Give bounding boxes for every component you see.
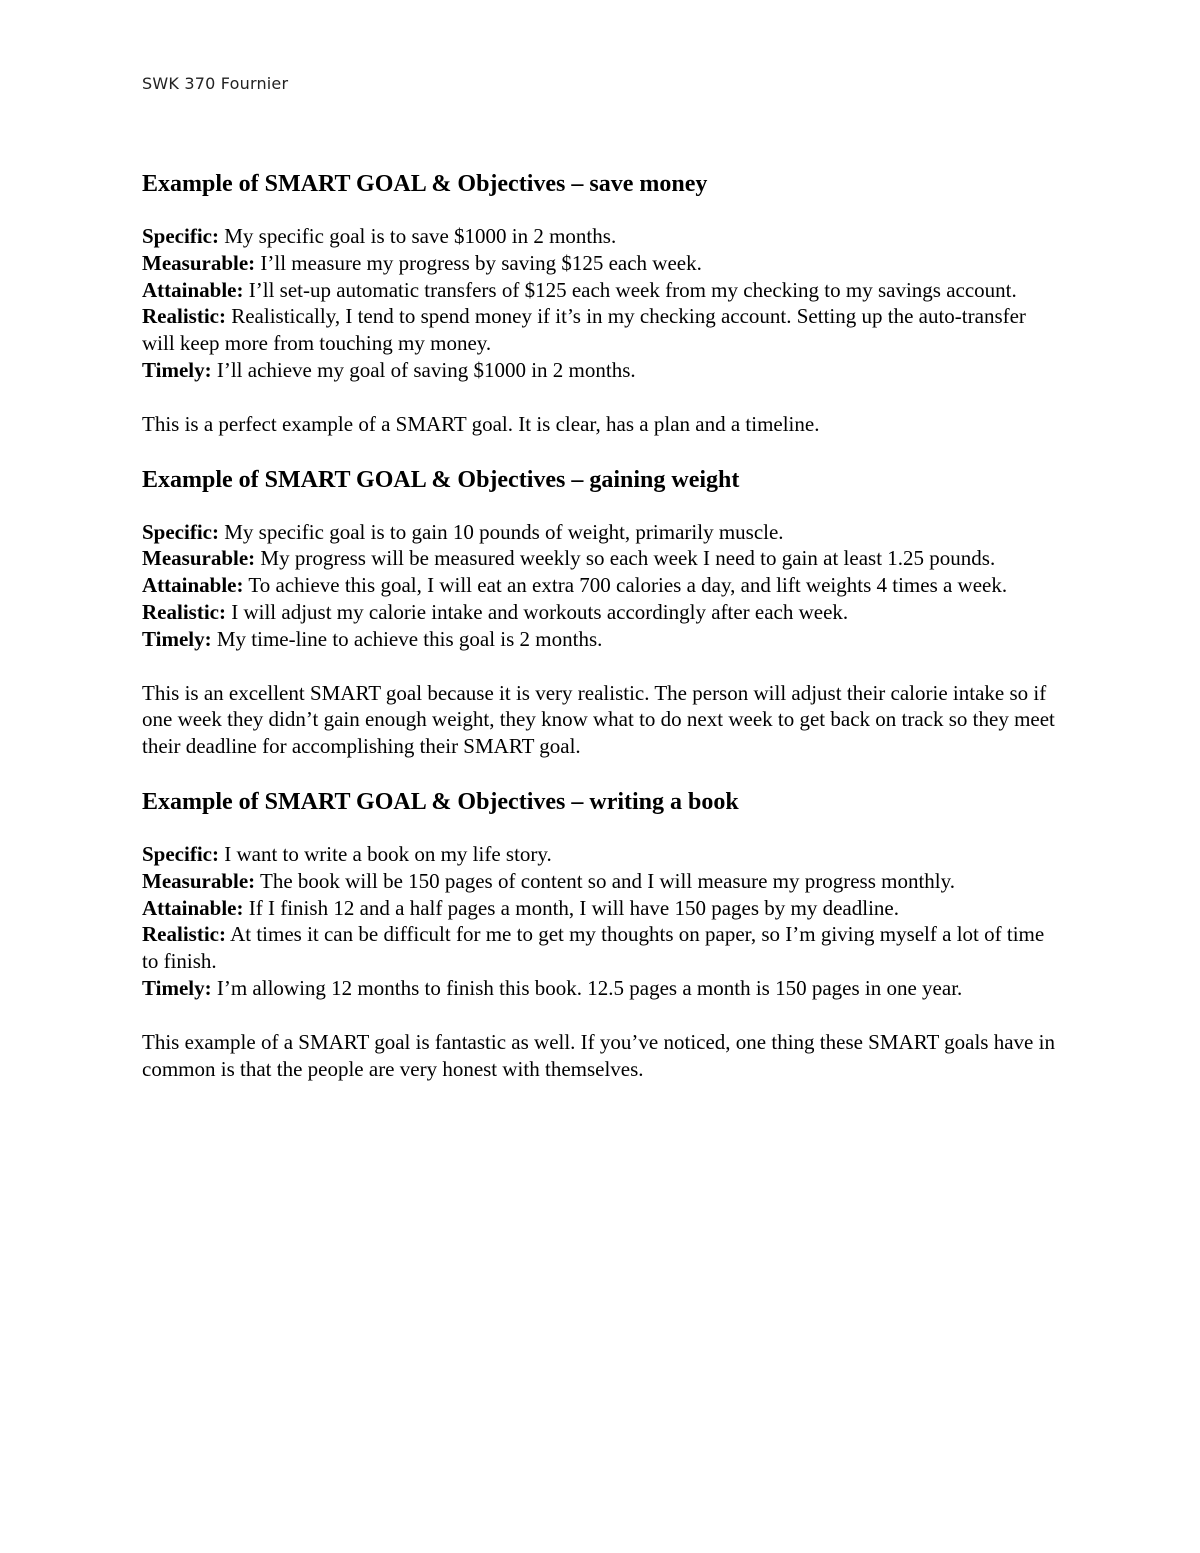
criterion-specific <box>142 223 1057 250</box>
criterion-text: I’ll achieve my goal of saving $1000 in 2 months. <box>211 357 636 382</box>
criterion-label: Specific: <box>142 519 219 544</box>
criterion-text: I’ll measure my progress by saving $125 each week. <box>255 250 702 275</box>
criterion-measurable <box>142 868 1057 895</box>
criterion-text: The book will be 150 pages of content so and I will measure my progress monthly. <box>255 868 956 893</box>
criterion-measurable <box>142 545 1057 572</box>
criterion-label: Specific: <box>142 224 219 248</box>
criterion-text: I’m allowing 12 months to finish this book. 12.5 pages a month is 150 pages in one year. <box>211 975 963 1000</box>
criterion-specific <box>142 519 1057 546</box>
criterion-text: To achieve this goal, I will eat an extra 700 calories a day, and lift weights 4 times a week. <box>243 573 1008 598</box>
section-summary: This example of a SMART goal is fantastic as well. If you’ve noticed, one thing these SMART goals have in common is that the people are very honest with themselves. <box>142 1029 1055 1081</box>
section-gaining-weight <box>142 464 1057 760</box>
criterion-attainable <box>142 572 1057 599</box>
section-summary: This is a perfect example of a SMART goal. It is clear, has a plan and a timeline. <box>142 411 820 436</box>
section-title: Example of SMART GOAL & Objectives – writing a book <box>142 788 739 815</box>
criterion-text: At times it can be difficult for me to get my thoughts on paper, so I’m giving myself a lot of time to finish. <box>142 922 1045 974</box>
criterion-realistic <box>142 921 1057 975</box>
criterion-text: My specific goal is to save $1000 in 2 months. <box>218 224 617 248</box>
page-header: SWK 370 Fournier <box>142 74 289 93</box>
criterion-text: Realistically, I tend to spend money if it’s in my checking account. Setting up the auto-transfer will keep more from touching my money. <box>142 304 1026 356</box>
criterion-realistic <box>142 599 1057 626</box>
criterion-label: Timely: <box>142 626 212 651</box>
criterion-attainable <box>142 895 1057 922</box>
criterion-text: My time-line to achieve this goal is 2 months. <box>211 626 603 651</box>
criterion-label: Specific: <box>142 841 219 866</box>
criterion-timely <box>142 975 1057 1002</box>
criterion-specific <box>142 841 1057 868</box>
criterion-text: My progress will be measured weekly so each week I need to gain at least 1.25 pounds. <box>255 546 996 571</box>
criterion-text: I’ll set-up automatic transfers of $125 each week from my checking to my savings account. <box>243 277 1017 302</box>
criterion-timely <box>142 626 1057 653</box>
criterion-label: Realistic: <box>142 304 226 329</box>
criterion-text: I will adjust my calorie intake and workouts accordingly after each week. <box>225 599 849 624</box>
section-title: Example of SMART GOAL & Objectives – save money <box>142 171 708 197</box>
criterion-label: Measurable: <box>142 250 256 275</box>
criterion-realistic <box>142 303 1057 357</box>
criterion-label: Attainable: <box>142 895 244 920</box>
section-title: Example of SMART GOAL & Objectives – gaining weight <box>142 466 740 493</box>
criterion-timely <box>142 357 1057 384</box>
criterion-text: If I finish 12 and a half pages a month, I will have 150 pages by my deadline. <box>243 895 899 920</box>
criterion-attainable <box>142 277 1057 304</box>
criterion-text: My specific goal is to gain 10 pounds of weight, primarily muscle. <box>218 519 784 544</box>
criterion-measurable <box>142 250 1057 277</box>
criterion-label: Timely: <box>142 975 212 1000</box>
criterion-label: Realistic: <box>142 922 226 947</box>
section-summary: This is an excellent SMART goal because it is very realistic. The person will adjust their calorie intake so if one week they didn’t gain enough weight, they know what to do next week to get back on track so they meet their deadline for accomplishing their SMART goal. <box>142 680 1055 759</box>
criterion-text: I want to write a book on my life story. <box>218 841 552 866</box>
criterion-label: Measurable: <box>142 868 256 893</box>
section-writing-a-book <box>142 786 1057 1082</box>
criterion-label: Measurable: <box>142 546 256 571</box>
criterion-label: Attainable: <box>142 573 244 598</box>
section-save-money <box>142 168 1057 438</box>
criterion-label: Timely: <box>142 357 212 382</box>
criterion-label: Attainable: <box>142 277 244 302</box>
criterion-label: Realistic: <box>142 599 226 624</box>
document-body <box>142 168 1057 1082</box>
